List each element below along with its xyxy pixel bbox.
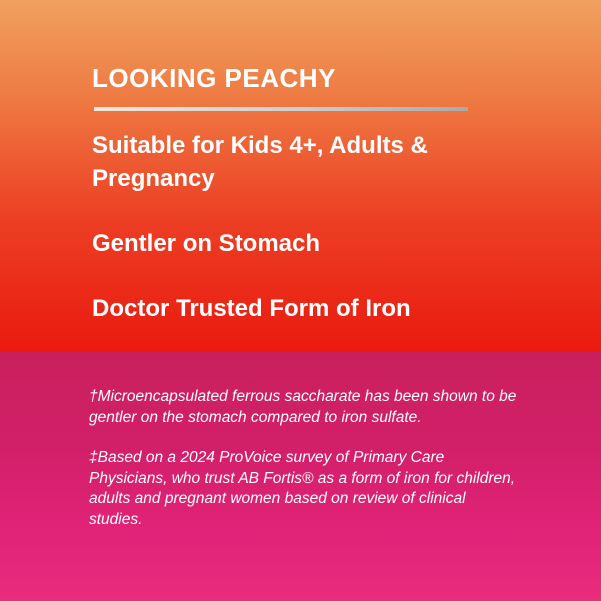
feature-gentle-stomach: Gentler on Stomach (92, 230, 321, 257)
headline-divider (94, 107, 468, 111)
headline: LOOKING PEACHY (92, 63, 336, 93)
feature-suitability: Suitable for Kids 4+, Adults & Pregnancy (92, 132, 428, 192)
footnote-dagger: †Microencapsulated ferrous saccharate has been shown to be gentler on the stomach compared to iron sulfate. (89, 388, 517, 426)
feature-doctor-trusted: Doctor Trusted Form of Iron (92, 295, 411, 322)
footnote-double-dagger: ‡Based on a 2024 ProVoice survey of Primary Care Physicians, who trust AB Fortis® as a form of iron for children, adults and pregnant women based on review of clinical studies. (89, 449, 516, 528)
